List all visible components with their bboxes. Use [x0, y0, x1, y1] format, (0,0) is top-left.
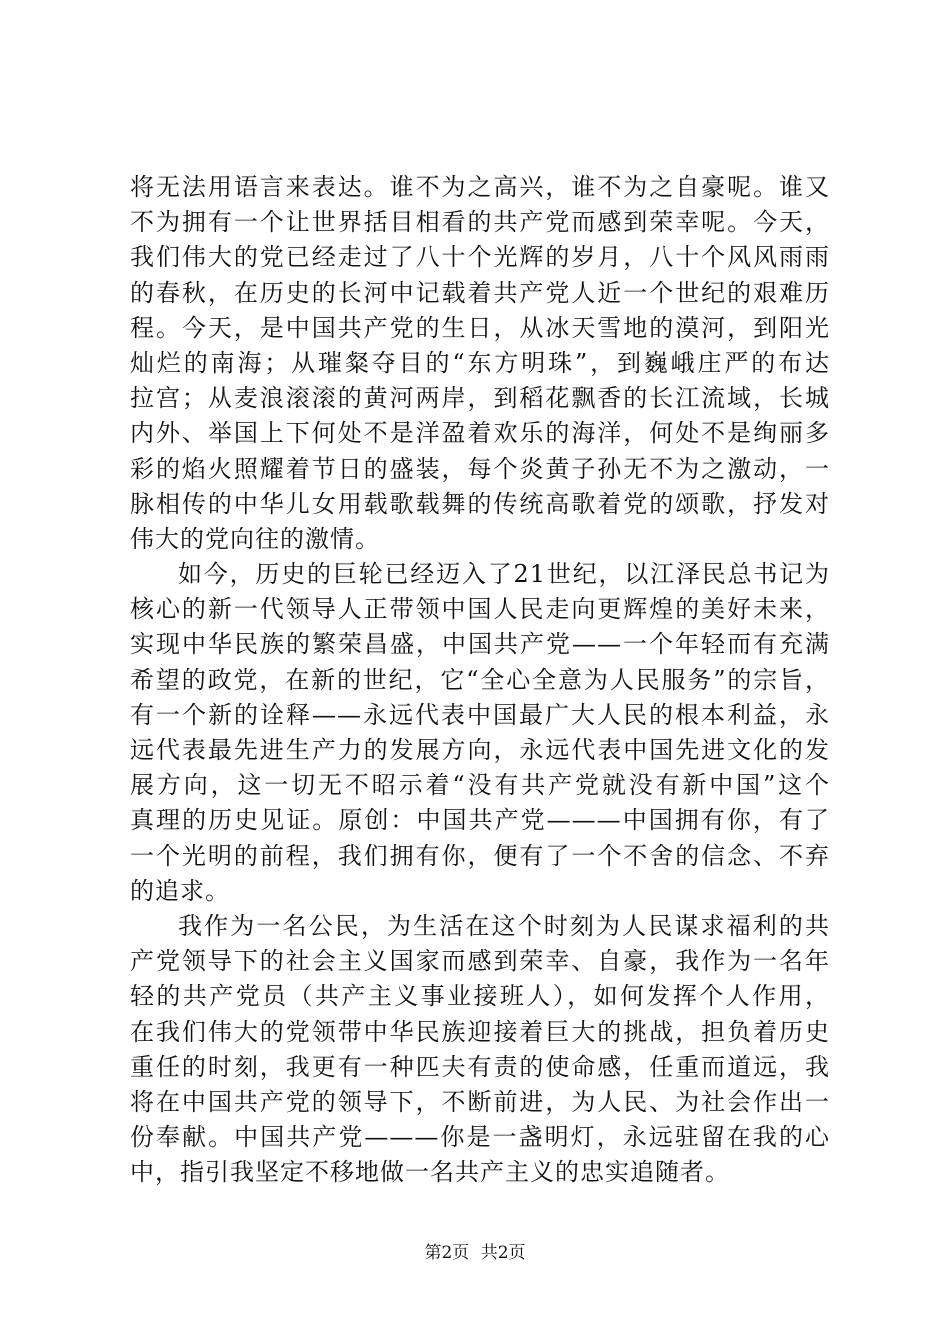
paragraph-2 — [130, 557, 830, 909]
text-line: 内外、举国上下何处不是洋盈着欢乐的海洋，何处不是绚丽多 — [130, 419, 830, 448]
text-line: 远代表最先进生产力的发展方向，永远代表中国先进文化的发 — [130, 736, 830, 764]
text-line: 我们伟大的党已经走过了八十个光辉的岁月，八十个风风雨雨 — [130, 243, 830, 272]
text-line: 脉相传的中华儿女用载歌载舞的传统高歌着党的颂歌，抒发对 — [130, 489, 830, 518]
text-line: 在我们伟大的党领带中华民族迎接着巨大的挑战，担负着历史 — [130, 1017, 830, 1046]
text-line: 将在中国共产党的领导下，不断前进，为人民、为社会作出一 — [130, 1087, 830, 1116]
body-text — [130, 170, 830, 1190]
text-line: 程。今天，是中国共产党的生日，从冰天雪地的漠河，到阳光 — [130, 313, 830, 342]
text-line: 中，指引我坚定不移地做一名共产主义的忠实追随者。 — [130, 1158, 730, 1187]
text-line: 彩的焰火照耀着节日的盛装，每个炎黄子孙无不为之激动，一 — [130, 454, 830, 483]
text-line: 重任的时刻，我更有一种匹夫有责的使命感，任重而道远，我 — [130, 1052, 830, 1081]
text-line: 伟大的党向往的激情。 — [130, 524, 380, 553]
page-footer — [0, 1242, 950, 1264]
text-line: 核心的新一代领导人正带领中国人民走向更辉煌的美好未来， — [130, 595, 830, 624]
text-line: 轻的共产党员（共产主义事业接班人），如何发挥个人作用， — [130, 982, 830, 1011]
text-line: 展方向，这一切无不昭示着“没有共产党就没有新中国”这个 — [130, 771, 830, 800]
text-line: 的追求。 — [130, 876, 230, 905]
paragraph-1 — [130, 170, 830, 557]
text-line: 不为拥有一个让世界括目相看的共产党而感到荣幸呢。今天， — [130, 208, 830, 237]
text-line: 灿烂的南海；从璀粲夺目的“东方明珠”，到巍峨庄严的布达 — [130, 348, 830, 377]
text-line: 希望的政党，在新的世纪，它“全心全意为人民服务”的宗旨， — [130, 665, 830, 694]
text-line: 我作为一名公民，为生活在这个时刻为人民谋求福利的共 — [178, 911, 830, 940]
text-line: 份奉献。中国共产党———你是一盏明灯，永远驻留在我的心 — [130, 1123, 830, 1152]
text-line: 的春秋，在历史的长河中记载着共产党人近一个世纪的艰难历 — [130, 278, 830, 307]
text-line: 一个光明的前程，我们拥有你，便有了一个不舍的信念、不弃 — [130, 841, 830, 870]
page-number: 第2页 — [424, 1243, 470, 1263]
paragraph-3 — [130, 909, 830, 1191]
text-line: 产党领导下的社会主义国家而感到荣幸、自豪，我作为一名年 — [130, 947, 830, 976]
text-line: 拉宫；从麦浪滚滚的黄河两岸，到稻花飘香的长江流域，长城 — [130, 384, 830, 413]
text-line: 真理的历史见证。原创：中国共产党———中国拥有你，有了 — [130, 806, 830, 835]
page-total: 共2页 — [480, 1243, 526, 1263]
text-line: 有一个新的诠释——永远代表中国最广大人民的根本利益，永 — [130, 700, 830, 729]
text-line: 如今，历史的巨轮已经迈入了21世纪，以江泽民总书记为 — [178, 560, 830, 589]
text-line: 实现中华民族的繁荣昌盛，中国共产党——一个年轻而有充满 — [130, 630, 830, 659]
text-line: 将无法用语言来表达。谁不为之高兴，谁不为之自豪呢。谁又 — [130, 173, 830, 201]
